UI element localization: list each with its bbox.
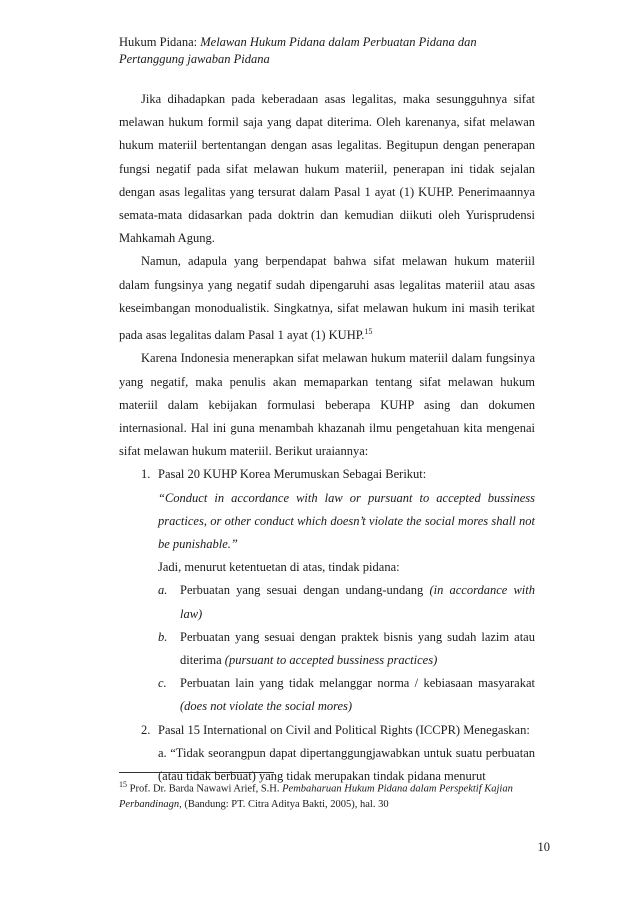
sub-italic: (in accordance with law) — [180, 583, 535, 621]
footnote-number: 15 — [119, 780, 127, 789]
sub-italic: (does not violate the social mores) — [180, 699, 353, 714]
list-number: 1. — [141, 467, 151, 482]
header-prefix: Hukum Pidana: — [119, 35, 198, 49]
sub-item-a — [119, 579, 535, 625]
lead-text: Jadi, menurut ketentuetan di atas, tindak pidana: — [158, 560, 400, 575]
sub-letter: a. — [158, 583, 168, 598]
sub-item-2a: a. “Tidak seorangpun dapat dipertanggungjawabkan untuk suatu perbuatan (atau tidak berbuat) yang tidak merupakan tindak pidana menurut — [158, 745, 535, 784]
footnote-author: Prof. Dr. Barda Nawawi Arief, S.H. — [129, 783, 280, 795]
list-item-text: Pasal 20 KUHP Korea Merumuskan Sebagai Berikut: — [158, 467, 427, 482]
list-number: 2. — [141, 722, 151, 737]
page-body — [119, 88, 535, 788]
footnote-publisher: (Bandung: PT. Citra Aditya Bakti, 2005), hal. 30 — [184, 798, 389, 810]
footnote — [119, 777, 539, 812]
sub-text: Perbuatan yang sesuai dengan undang-undang — [180, 583, 424, 598]
sub-text: Perbuatan yang sesuai dengan praktek bisnis yang sudah lazim atau diterima — [180, 629, 535, 668]
footnote-title: Pembaharuan Hukum Pidana dalam Perspektif Kajian Perbandinagn, — [119, 783, 513, 810]
list-item-2 — [119, 719, 535, 742]
sub-letter: c. — [158, 676, 167, 691]
paragraph-3: Karena Indonesia menerapkan sifat melawan hukum materiil dalam fungsinya yang negatif, maka penulis akan memaparkan tentang sifat melawan hukum materiil dalam kebijakan formulasi beberapa KUHP asing dan dokumen internasional. Hal ini guna menambah khazanah ilmu pengetahuan kita mengenai sifat melawan hukum materiil. Berikut uraiannya: — [119, 351, 535, 459]
footnote-ref: 15 — [364, 327, 373, 337]
quote-text: “Conduct in accordance with law or pursuant to accepted bussiness practices, or other conduct which doesn’t violate the social mores shall not be punishable.” — [158, 490, 535, 552]
sub-italic: (pursuant to accepted bussiness practices) — [224, 653, 438, 668]
numbered-list — [119, 463, 535, 788]
page-number: 10 — [537, 840, 550, 854]
list-item-text: Pasal 15 International on Civil and Political Rights (ICCPR) Menegaskan: — [158, 722, 530, 737]
sub-letter: b. — [158, 629, 168, 644]
footnote-divider — [119, 772, 274, 773]
sub-text: Perbuatan lain yang tidak melanggar norma / kebiasaan masyarakat — [180, 676, 535, 691]
paragraph-2 — [119, 250, 535, 347]
running-header — [119, 34, 539, 68]
paragraph-1: Jika dihadapkan pada keberadaan asas legalitas, maka sesungguhnya sifat melawan hukum formil saja yang dapat diterima. Oleh karenanya, sifat melawan hukum materiil bertentangan dengan asas legalitas. Begitupun dengan penerapan fungsi negatif pada sifat melawan hukum materiil, penerapan ini tidak sejalan dengan asas legalitas yang tersurat dalam Pasal 1 ayat (1) KUHP. Penerimaannya semata-mata didasarkan pada doktrin dan kemudian diikuti oleh Yurisprudensi Mahkamah Agung. — [119, 92, 535, 246]
paragraph-2-text: Namun, adapula yang berpendapat bahwa sifat melawan hukum materiil dalam fungsinya yang negatif sudah dipengaruhi asas legalitas materiil atau asas keseimbangan monodualistik. Singkatnya, sifat melawan hukum ini masih terikat pada asas legalitas dalam Pasal 1 ayat (1) KUHP. — [119, 254, 535, 343]
sub-item-c — [119, 672, 535, 718]
list-item-1 — [119, 463, 535, 486]
sub-item-b — [119, 626, 535, 672]
header-title: Melawan Hukum Pidana dalam Perbuatan Pidana dan Pertanggung jawaban Pidana — [119, 35, 477, 66]
